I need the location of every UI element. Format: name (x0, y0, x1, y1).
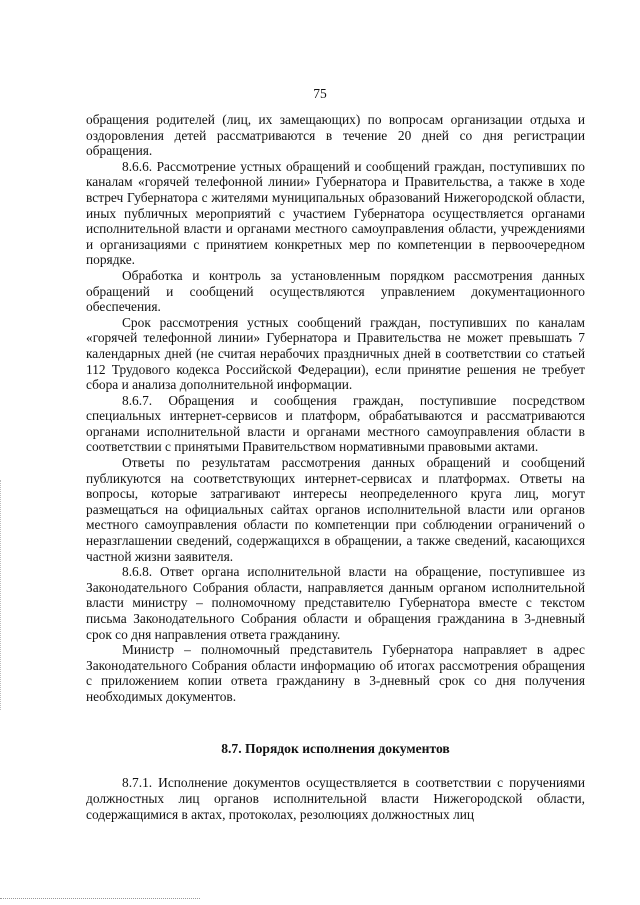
section-heading: 8.7. Порядок исполнения документов (221, 741, 450, 756)
paragraph-answers-publication: Ответы по результатам рассмотрения данных обращений и сообщений публикуются на соответствующих интернет-сервисах и платформах. Ответы на вопросы, которые затрагивают интересы неопределенного круга лиц, могут размещаться на официальных сайтах органов исполнительной власти или органов местного самоуправления области по компетенции при соблюдении ограничений о неразглашении сведений, содержащихся в обращении, а также сведений, касающихся частной жизни заявителя. (86, 455, 585, 564)
paragraph-continuation: обращения родителей (лиц, их замещающих) по вопросам организации отдыха и оздоровления детей рассматриваются в течение 20 дней со дня регистрации обращения. (86, 112, 585, 159)
paragraph-minister: Министр – полномочный представитель Губернатора направляет в адрес Законодательного Собрания области информацию об итогах рассмотрения обращения с приложением копии ответа гражданину в 3-дневный срок со дня получения необходимых документов. (86, 642, 585, 704)
page-number: 75 (313, 86, 327, 101)
paragraph-review-deadline: Срок рассмотрения устных сообщений граждан, поступивших по каналам «горячей телефонной линии» Губернатора и Правительства не может превышать 7 календарных дней (не считая нерабочих праздничных дней в соответствии со статьей 112 Трудового кодекса Российской Федерации), если принятие решения не требует сбора и анализа дополнительной информации. (86, 314, 585, 393)
paragraph-processing-control: Обработка и контроль за установленным порядком рассмотрения данных обращений и сообщений осуществляются управлением документационного обеспечения. (86, 267, 585, 315)
paragraph-8-6-7: 8.6.7. Обращения и сообщения граждан, поступившие посредством специальных интернет-сервисов и платформ, обрабатываются и рассматриваются органами исполнительной власти и органами местного самоуправления области в соответствии с принятыми Правительством нормативными правовыми актами. (86, 392, 585, 455)
document-body (86, 112, 585, 705)
scan-bottom-artifact (0, 898, 200, 899)
paragraph-8-6-6: 8.6.6. Рассмотрение устных обращений и сообщений граждан, поступивших по каналам «горячей телефонной линии» Губернатора и Правительства, а также в ходе встреч Губернатора с жителями муниципальных образований Нижегородской области, иных публичных мероприятий с участием Губернатора осуществляется органами исполнительной власти и органами местного самоуправления области, учреждениями и организациями с принятием конкретных мер по компетенции в первоочередном порядке. (86, 158, 585, 268)
scan-margin-artifact (0, 480, 3, 710)
paragraph-8-7-1: 8.7.1. Исполнение документов осуществляется в соответствии с поручениями должностных лиц органов исполнительной власти Нижегородской области, содержащимися в актах, протоколах, резолюциях должностных лиц (86, 775, 585, 822)
paragraph-8-6-8: 8.6.8. Ответ органа исполнительной власти на обращение, поступившее из Законодательного Собрания области, направляется данным органом исполнительной власти министру – полномочному представителю Губернатора вместе с текстом письма Законодательного Собрания области и обращения гражданина в 3-дневный срок со дня направления ответа гражданину. (86, 564, 585, 642)
